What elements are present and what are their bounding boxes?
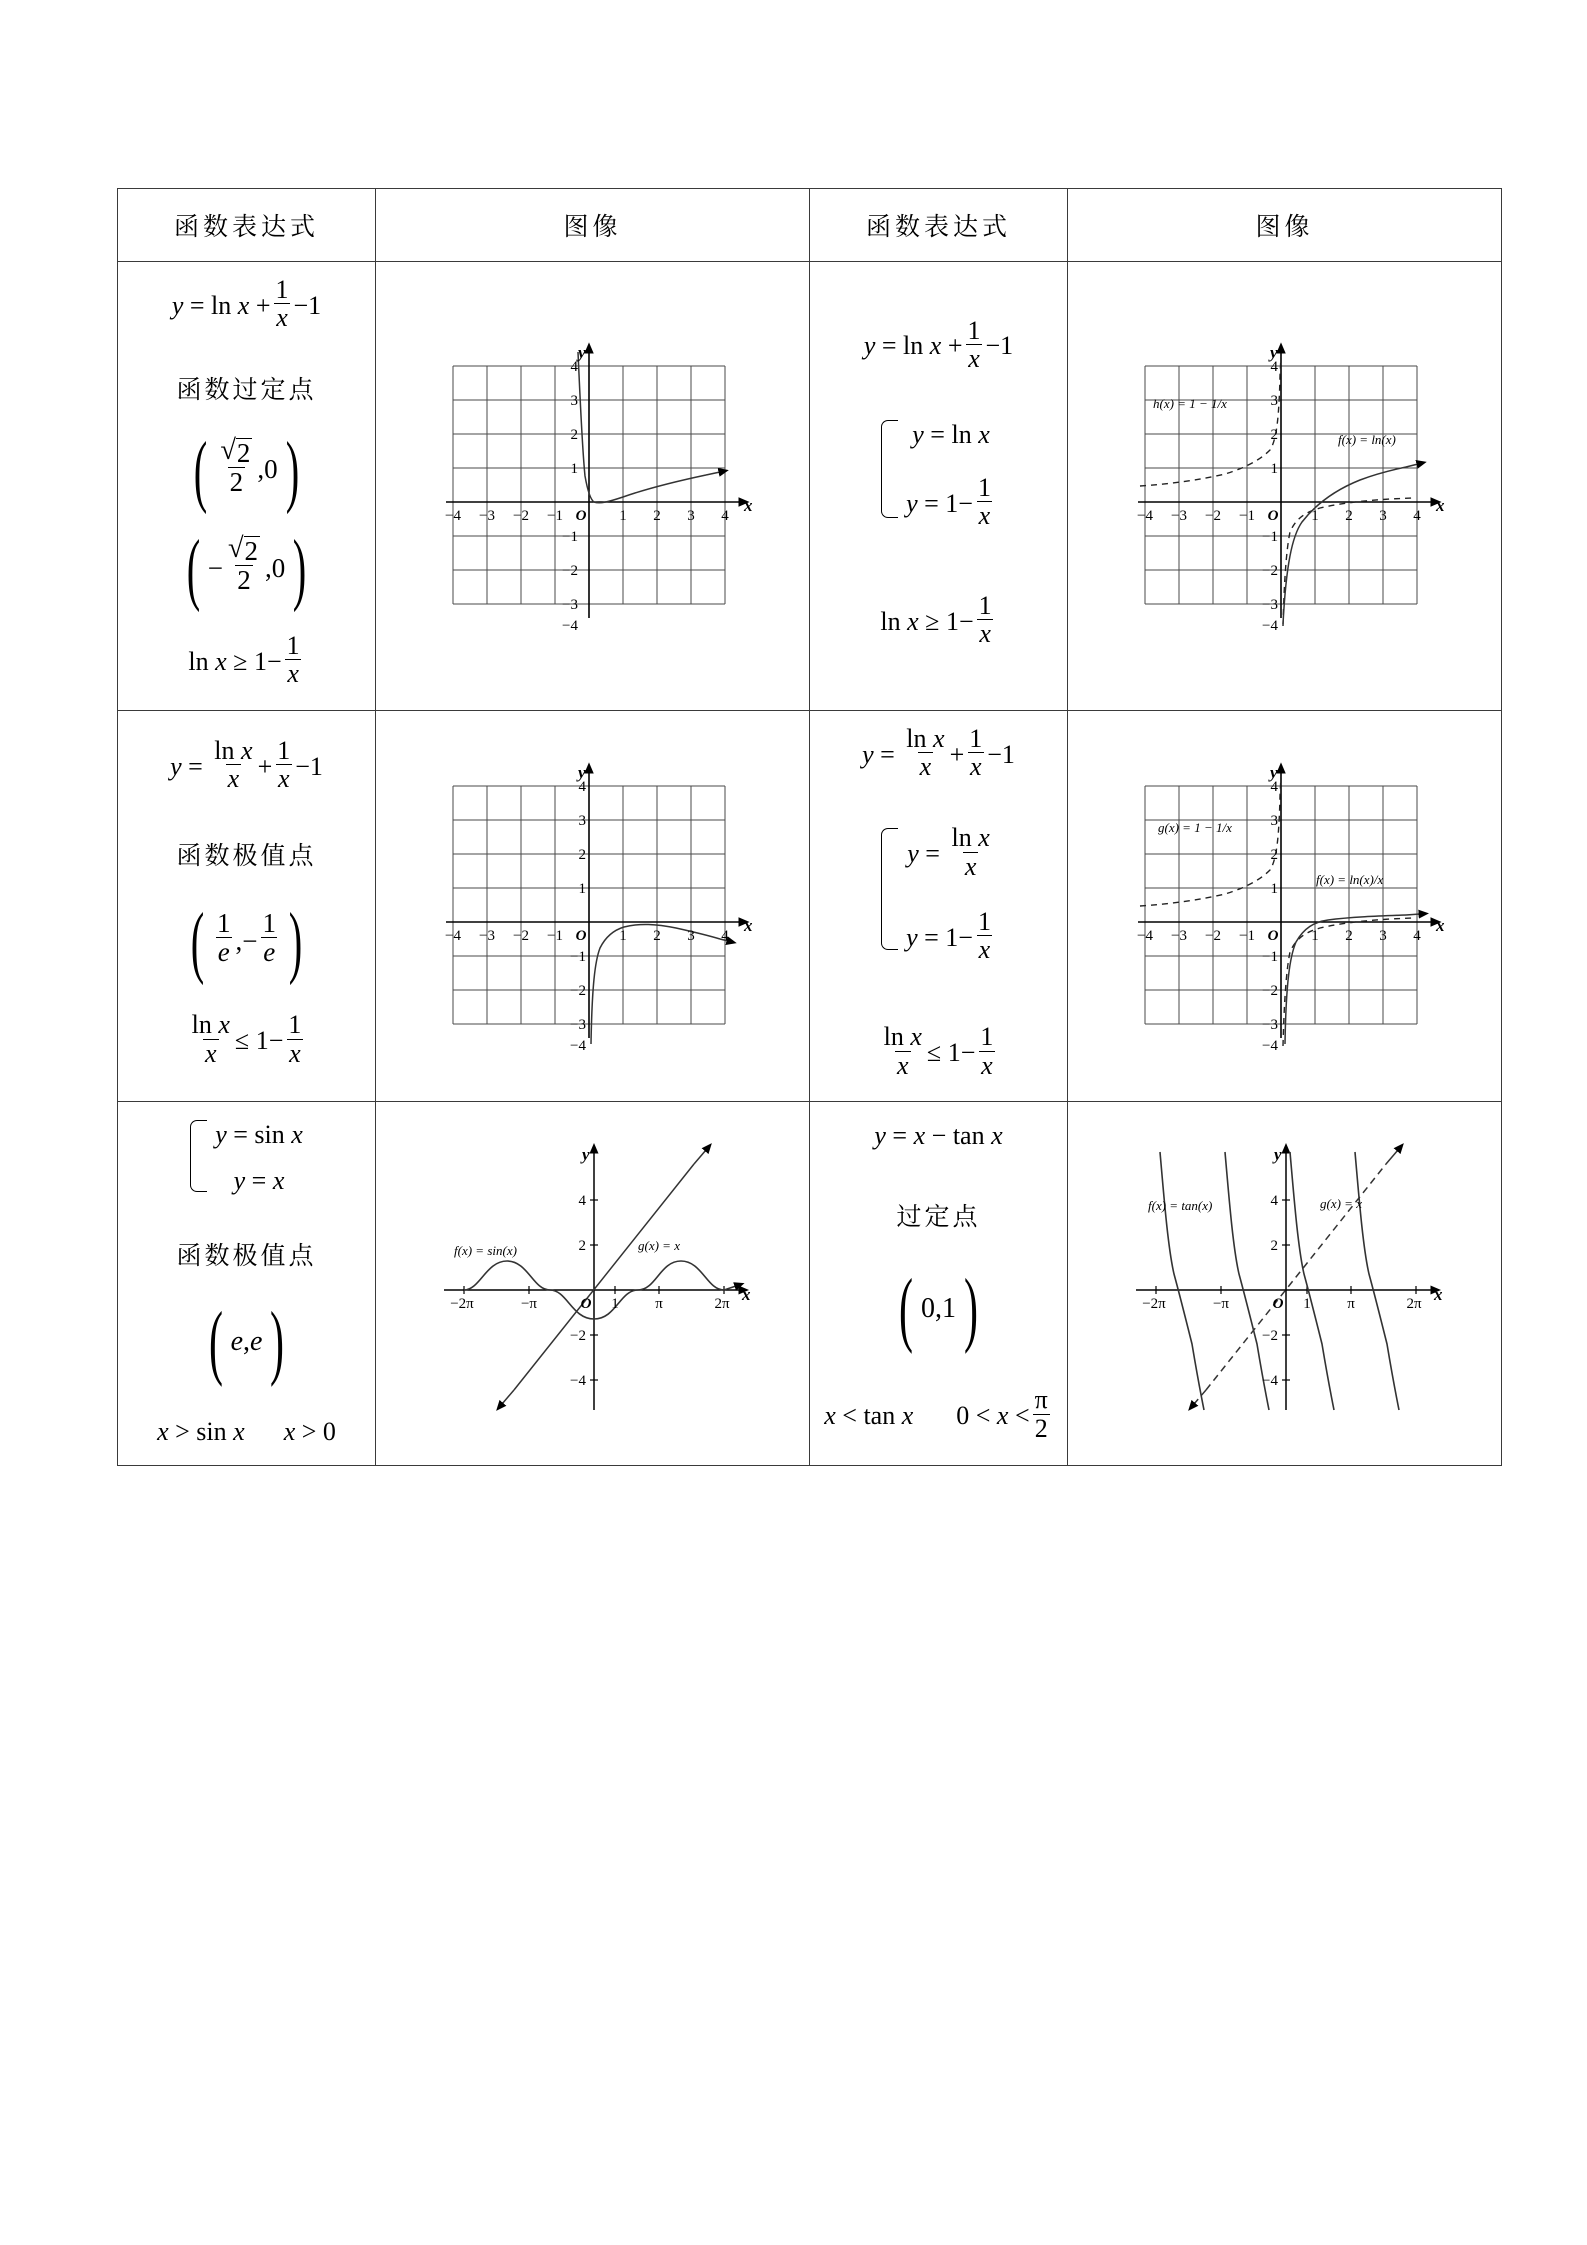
xtick-m3: −3 xyxy=(478,507,495,524)
header-label-image-1: 图像 xyxy=(563,212,622,241)
graph-tanx-vs-x xyxy=(1068,1128,1501,1438)
ytick-2: 2 xyxy=(1270,426,1278,443)
cell-expression-r3c1 xyxy=(118,1101,376,1465)
ytick-2: 2 xyxy=(1270,846,1278,863)
inequality-r2c1: $\frac{\text{ln x}}{x}$ ≤ 1− $\frac{1}{x}$ xyxy=(191,1010,302,1068)
ytick-4: 4 xyxy=(1270,358,1278,375)
xtick-2: 2 xyxy=(652,927,661,944)
xtick-m1: −1 xyxy=(546,927,563,944)
cell-expression-r3c3 xyxy=(810,1101,1068,1465)
ytick-m4: −4 xyxy=(1261,617,1278,634)
graph-lnx-vs-1minus1overx xyxy=(1068,326,1501,646)
cell-graph-r1c2 xyxy=(376,262,810,711)
y-axis-label: y xyxy=(577,342,586,362)
ytick-m4: −4 xyxy=(561,617,578,634)
ytick-3: 3 xyxy=(570,392,578,409)
ytick-1: 1 xyxy=(578,880,586,897)
xtick-pi: π xyxy=(654,1296,663,1313)
xtick-m1: −1 xyxy=(1238,507,1255,524)
left-brace-icon xyxy=(190,1120,207,1192)
system-equation-1-r1c3: y = ln x xyxy=(912,419,990,449)
header-cell-expr-2 xyxy=(810,189,1068,262)
curve-label-h: h(x) = 1 − 1/x xyxy=(1152,395,1227,411)
curve-label-f-sin: f(x) = sin(x) xyxy=(453,1243,517,1259)
cell-graph-r3c2 xyxy=(376,1101,810,1465)
graph-svg-r2c4 xyxy=(1120,756,1450,1056)
xtick-mpi: −π xyxy=(520,1296,537,1313)
y-axis-label: y xyxy=(581,1145,590,1165)
ytick-m2: −2 xyxy=(561,562,578,579)
inequality-r3c3: x < tan x 0 < x < $\frac{\pi}{2}$ xyxy=(824,1385,1048,1443)
graph-svg-r3c4 xyxy=(1120,1138,1450,1428)
curve-main xyxy=(578,352,706,503)
ytick-1: 1 xyxy=(570,460,578,477)
left-brace-icon xyxy=(881,828,898,950)
x-axis-label: x xyxy=(743,495,752,515)
curve-tan-branch-4 xyxy=(1355,1152,1399,1410)
ytick-3: 3 xyxy=(1270,392,1278,409)
xtick-4: 4 xyxy=(1412,927,1421,944)
xtick-2: 2 xyxy=(1344,507,1353,524)
xtick-m4: −4 xyxy=(444,927,461,944)
origin-label: O xyxy=(1267,927,1278,944)
table-row xyxy=(118,710,1502,1101)
xtick-m4: −4 xyxy=(1136,927,1153,944)
point-coordinate-1-r3c3: ( 0,1 ) xyxy=(899,1262,978,1356)
xtick-m2pi: −2π xyxy=(1141,1296,1166,1313)
axes xyxy=(1136,1152,1432,1410)
system-of-equations-r3c1 xyxy=(190,1120,303,1196)
ytick-m1: −1 xyxy=(569,948,586,965)
ytick-m4: −4 xyxy=(1261,1373,1278,1390)
graph-svg-r1c2 xyxy=(428,336,758,636)
ytick-2: 2 xyxy=(570,426,578,443)
ytick-3: 3 xyxy=(1270,812,1278,829)
xtick-m2: −2 xyxy=(1204,927,1221,944)
xtick-3: 3 xyxy=(1378,507,1387,524)
formula-r2c3: y = $\frac{\text{ln x}}{x}$ + $\frac{1}{x}$ −1 xyxy=(862,723,1015,781)
curve-label-f: f(x) = ln(x) xyxy=(1337,431,1396,447)
formula-r2c1: y = $\frac{\text{ln x}}{x}$ + $\frac{1}{x}$ −1 xyxy=(170,735,323,794)
identity-arrow-high xyxy=(1386,1150,1398,1164)
ytick-m2: −2 xyxy=(1261,562,1278,579)
graph-svg-r1c4 xyxy=(1120,336,1450,636)
ytick-m1: −1 xyxy=(561,528,578,545)
xtick-4: 4 xyxy=(720,507,729,524)
xtick-pi: π xyxy=(1346,1296,1355,1313)
ytick-4: 4 xyxy=(1270,778,1278,795)
curve-f-arrow xyxy=(1406,914,1420,915)
cell-expression-r2c3 xyxy=(810,710,1068,1101)
ytick-m3: −3 xyxy=(561,596,578,613)
ytick-4: 4 xyxy=(578,1193,586,1210)
point-coordinate-1-r2c1: ( $\frac{1}{e}$ ,− $\frac{1}{e}$ ) xyxy=(190,896,303,987)
ytick-m3: −3 xyxy=(569,1016,586,1033)
inequality-r1c3: ln x ≥ 1− $\frac{1}{x}$ xyxy=(880,590,992,648)
curve-g-left-branch xyxy=(1140,776,1281,906)
curve-label-g-identity: g(x) = x xyxy=(637,1238,680,1254)
x-axis-label: x xyxy=(1433,1285,1442,1305)
ytick-m2: −2 xyxy=(569,982,586,999)
table-header-row xyxy=(118,189,1502,262)
identity-arrow-low xyxy=(502,1390,514,1404)
formula-r1c1: y = ln x + $\frac{1}{x}$ −1 xyxy=(171,275,322,333)
curve-tan-branch-1 xyxy=(1160,1152,1204,1410)
origin-label: O xyxy=(1267,507,1278,524)
ytick-m4: −4 xyxy=(569,1037,586,1054)
point-coordinate-1-r1c1: ( √ 2 2 ,0 ) xyxy=(194,424,299,515)
origin-label: O xyxy=(580,1296,591,1313)
curve-label-f: f(x) = ln(x)/x xyxy=(1315,871,1383,887)
y-axis-label: y xyxy=(577,762,586,782)
header-label-expr-1: 函数表达式 xyxy=(173,212,319,241)
ytick-m1: −1 xyxy=(1261,528,1278,545)
xtick-m2pi: −2π xyxy=(449,1296,474,1313)
function-reference-table xyxy=(117,188,1502,1466)
system-equation-2-r1c3: y = 1− $\frac{1}{x}$ xyxy=(906,473,991,531)
xtick-1: 1 xyxy=(618,507,627,524)
cell-expression-r1c1 xyxy=(118,262,376,711)
xtick-4: 4 xyxy=(720,927,729,944)
header-label-image-2: 图像 xyxy=(1255,212,1314,241)
xtick-m3: −3 xyxy=(1170,507,1187,524)
graph-svg-r2c2 xyxy=(428,756,758,1056)
ytick-4: 4 xyxy=(578,778,586,795)
ytick-m3: −3 xyxy=(1261,596,1278,613)
header-cell-image-1 xyxy=(376,189,810,262)
note-extreme-point-r2c1: 函数极值点 xyxy=(176,841,317,871)
formula-r3c3: y = x − tan x xyxy=(874,1121,1003,1151)
header-cell-image-2 xyxy=(1068,189,1502,262)
identity-arrow-high xyxy=(694,1150,706,1164)
graph-lnx-plus-1overx-minus-1 xyxy=(376,326,809,646)
xtick-3: 3 xyxy=(1378,927,1387,944)
formula-r1c3: y = ln x + $\frac{1}{x}$ −1 xyxy=(863,315,1014,373)
point-coordinate-1-r3c1: ( e , e ) xyxy=(208,1294,285,1388)
xtick-1: 1 xyxy=(1310,507,1319,524)
xtick-2: 2 xyxy=(1344,927,1353,944)
curve-label-f-tan: f(x) = tan(x) xyxy=(1147,1198,1212,1214)
curve-f-lnx xyxy=(1283,467,1406,624)
ytick-1: 1 xyxy=(1270,460,1278,477)
axes xyxy=(444,1152,740,1410)
curve-label-g: g(x) = 1 − 1/x xyxy=(1157,819,1232,835)
xtick-m3: −3 xyxy=(478,927,495,944)
inequality-r1c1: ln x ≥ 1− $\frac{1}{x}$ xyxy=(188,631,300,689)
ytick-2: 2 xyxy=(578,1238,586,1255)
graph-lnx-over-x-vs-1minus1overx xyxy=(1068,746,1501,1066)
curve-h-left-branch xyxy=(1140,356,1281,486)
system-equation-1-r2c3: y = $\frac{\text{ln x}}{x}$ xyxy=(907,823,990,881)
graph-lnx-over-x-plus-1overx-minus-1 xyxy=(376,746,809,1066)
xtick-1: 1 xyxy=(1310,927,1319,944)
header-cell-expr-1 xyxy=(118,189,376,262)
ytick-2: 2 xyxy=(578,846,586,863)
origin-label: O xyxy=(1272,1296,1283,1313)
xtick-1: 1 xyxy=(618,927,627,944)
ytick-1: 1 xyxy=(1270,880,1278,897)
table-row xyxy=(118,1101,1502,1465)
graph-svg-r3c2 xyxy=(428,1138,758,1428)
system-equation-2-r2c3: y = 1− $\frac{1}{x}$ xyxy=(906,906,991,965)
ytick-3: 3 xyxy=(578,812,586,829)
curve-label-g-identity: g(x) = x xyxy=(1319,1196,1362,1212)
y-axis-label: y xyxy=(1269,342,1278,362)
xtick-m2: −2 xyxy=(512,507,529,524)
xtick-2: 2 xyxy=(652,507,661,524)
curve-tan-branch-3 xyxy=(1290,1152,1334,1410)
axes xyxy=(446,352,740,618)
ytick-m2: −2 xyxy=(1261,982,1278,999)
ytick-m4: −4 xyxy=(569,1373,586,1390)
x-axis-label: x xyxy=(1435,495,1444,515)
y-axis-label: y xyxy=(1273,1145,1282,1165)
system-of-equations-r2c3 xyxy=(881,823,996,967)
ytick-m3: −3 xyxy=(1261,1016,1278,1033)
xtick-3: 3 xyxy=(686,927,695,944)
graph-sinx-vs-x xyxy=(376,1128,809,1438)
inequality-r3c1: x > sin x x > 0 xyxy=(157,1416,336,1446)
cell-graph-r3c4 xyxy=(1068,1101,1502,1465)
inequality-r2c3: $\frac{\text{ln x}}{x}$ ≤ 1− $\frac{1}{x}$ xyxy=(883,1022,994,1080)
xtick-m1: −1 xyxy=(1238,927,1255,944)
y-axis-label: y xyxy=(1269,762,1278,782)
xtick-m1: −1 xyxy=(546,507,563,524)
curve-f-arrow xyxy=(1406,464,1418,467)
origin-label: O xyxy=(575,507,586,524)
xtick-m2: −2 xyxy=(1204,507,1221,524)
curve-arrow xyxy=(706,472,720,475)
xtick-m4: −4 xyxy=(1136,507,1153,524)
xtick-3: 3 xyxy=(686,507,695,524)
xtick-m4: −4 xyxy=(444,507,461,524)
cell-graph-r2c2 xyxy=(376,710,810,1101)
cell-expression-r2c1 xyxy=(118,710,376,1101)
xtick-2pi: 2π xyxy=(713,1296,730,1313)
ytick-2: 2 xyxy=(1270,1238,1278,1255)
left-brace-icon xyxy=(881,420,898,518)
ytick-m2: −2 xyxy=(1261,1328,1278,1345)
system-of-equations-r1c3 xyxy=(881,420,996,534)
xtick-4: 4 xyxy=(1412,507,1421,524)
xtick-2pi: 2π xyxy=(1405,1296,1422,1313)
ytick-m1: −1 xyxy=(1261,948,1278,965)
note-through-point-r3c3: 过定点 xyxy=(896,1202,981,1232)
system-equation-1-r3c1: y = sin x xyxy=(215,1119,303,1149)
ytick-m2: −2 xyxy=(569,1328,586,1345)
ytick-m4: −4 xyxy=(1261,1037,1278,1054)
xtick-m3: −3 xyxy=(1170,927,1187,944)
curve-identity xyxy=(514,1164,694,1390)
header-label-expr-2: 函数表达式 xyxy=(865,212,1011,241)
origin-label: O xyxy=(575,927,586,944)
xtick-1: 1 xyxy=(1302,1296,1311,1313)
system-equation-2-r3c1: y = x xyxy=(233,1165,285,1195)
cell-graph-r1c4 xyxy=(1068,262,1502,711)
xtick-mpi: −π xyxy=(1212,1296,1229,1313)
cell-expression-r1c3 xyxy=(810,262,1068,711)
xtick-1: 1 xyxy=(610,1296,619,1313)
ytick-4: 4 xyxy=(1270,1193,1278,1210)
x-axis-label: x xyxy=(1435,915,1444,935)
cell-graph-r2c4 xyxy=(1068,710,1502,1101)
x-axis-label: x xyxy=(741,1285,750,1305)
table-row xyxy=(118,262,1502,711)
xtick-m2: −2 xyxy=(512,927,529,944)
curve-tan-branch-2 xyxy=(1225,1152,1269,1410)
ytick-4: 4 xyxy=(570,358,578,375)
point-coordinate-2-r1c1: ( − √ 2 2 ,0 ) xyxy=(186,522,307,613)
note-fixed-point-r1c1: 函数过定点 xyxy=(176,374,317,404)
note-extreme-point-r3c1: 函数极值点 xyxy=(176,1240,317,1270)
x-axis-label: x xyxy=(743,915,752,935)
